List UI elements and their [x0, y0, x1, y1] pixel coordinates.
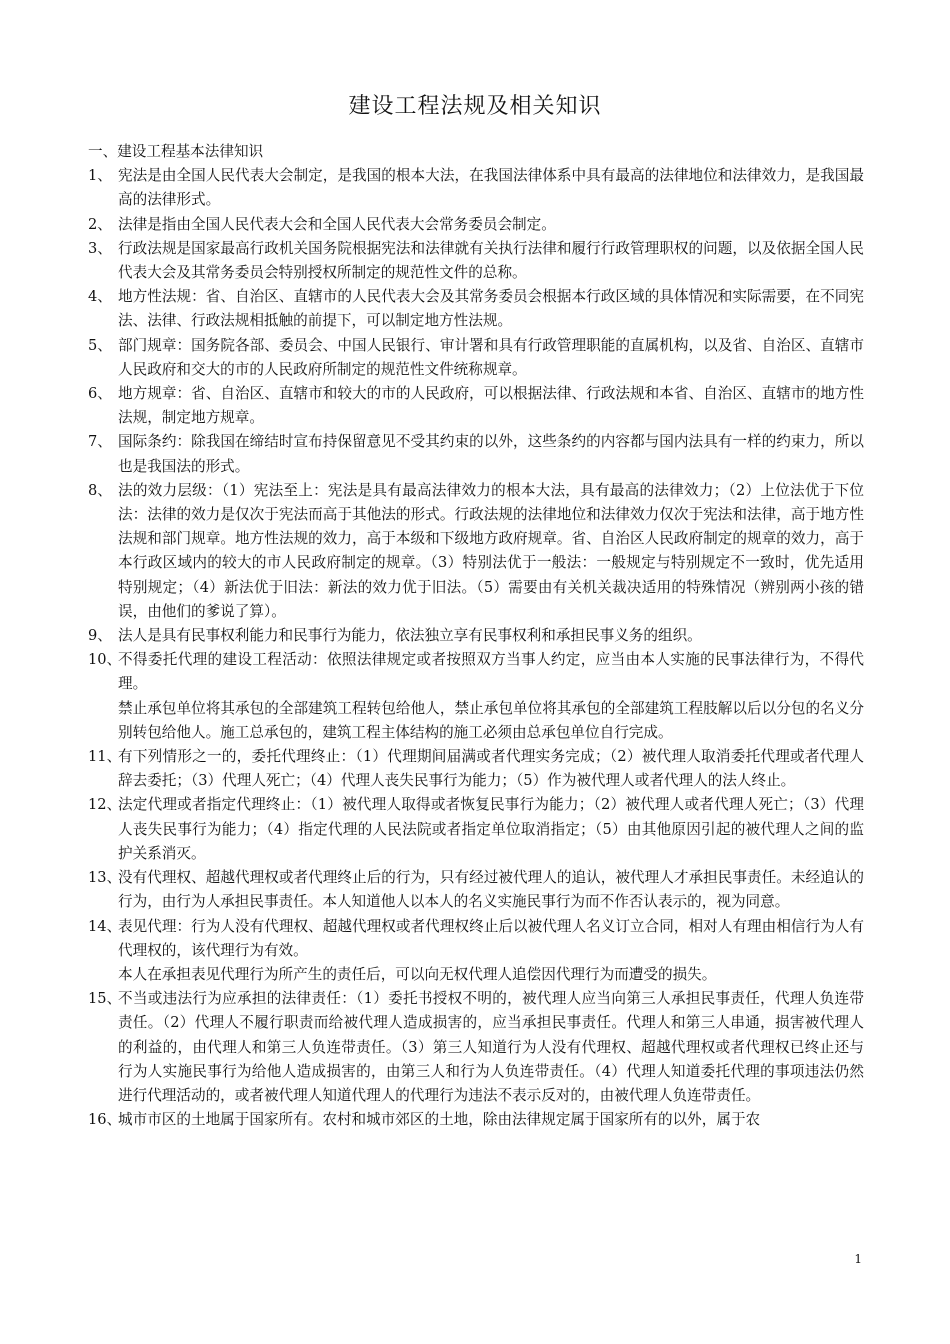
- item-text: 没有代理权、超越代理权或者代理终止后的行为，只有经过被代理人的追认，被代理人才承担民事责任。未经追认的行为，由行为人承担民事责任。本人知道他人以本人的名义实施民事行为而不作否认表示的，视为同意。: [118, 869, 864, 911]
- item-text: 地方规章：省、自治区、直辖市和较大的市的人民政府，可以根据法律、行政法规和本省、自治区、直辖市的地方性法规，制定地方规章。: [118, 385, 864, 427]
- page-number: 1: [854, 1252, 862, 1266]
- list-item: [88, 479, 864, 624]
- item-number: 9、: [88, 627, 112, 645]
- item-number: 5、: [88, 336, 112, 354]
- item-number: 14、: [88, 917, 122, 935]
- list-item: [88, 430, 864, 478]
- list-item: [88, 237, 864, 285]
- item-number: 11、: [88, 748, 122, 766]
- item-text: 法律是指由全国人民代表大会和全国人民代表大会常务委员会制定。: [118, 215, 556, 233]
- numbered-list: [88, 164, 864, 1132]
- list-item: [88, 793, 864, 866]
- item-text: 不得委托代理的建设工程活动：依照法律规定或者按照双方当事人约定，应当由本人实施的民事法律行为，不得代理。: [118, 651, 864, 693]
- list-item: [88, 285, 864, 333]
- list-item: [88, 334, 864, 382]
- item-number: 15、: [88, 990, 122, 1008]
- list-item: [88, 624, 864, 648]
- item-text: 法人是具有民事权利能力和民事行为能力，依法独立享有民事权利和承担民事义务的组织。: [118, 627, 702, 645]
- list-item: [88, 164, 864, 212]
- item-number: 6、: [88, 385, 112, 403]
- section-heading: 一、建设工程基本法律知识: [88, 143, 264, 160]
- item-number: 4、: [88, 288, 112, 306]
- item-number: 2、: [88, 215, 112, 233]
- item-text: 宪法是由全国人民代表大会制定，是我国的根本大法，在我国法律体系中具有最高的法律地位和法律效力，是我国最高的法律形式。: [118, 167, 864, 209]
- item-text: 表见代理：行为人没有代理权、超越代理权或者代理权终止后以被代理人名义订立合同，相对人有理由相信行为人有代理权的，该代理行为有效。: [118, 917, 864, 959]
- item-subparagraph: 禁止承包单位将其承包的全部建筑工程转包给他人，禁止承包单位将其承包的全部建筑工程肢解以后以分包的名义分别转包给他人。施工总承包的，建筑工程主体结构的施工必须由总承包单位自行完成。: [118, 699, 864, 741]
- item-text: 国际条约：除我国在缔结时宣布持保留意见不受其约束的以外，这些条约的内容都与国内法具有一样的约束力，所以也是我国法的形式。: [118, 433, 864, 475]
- item-subparagraph: 本人在承担表见代理行为所产生的责任后，可以向无权代理人追偿因代理行为而遭受的损失。: [118, 965, 717, 983]
- item-text: 法定代理或者指定代理终止：（1）被代理人取得或者恢复民事行为能力；（2）被代理人或者代理人死亡；（3）代理人丧失民事行为能力；（4）指定代理的人民法院或者指定单位取消指定；（5）由其他原因引起的被代理人之间的监护关系消灭。: [118, 796, 864, 862]
- list-item: [88, 648, 864, 696]
- item-number: 3、: [88, 239, 112, 257]
- document-title: 建设工程法规及相关知识: [348, 94, 602, 119]
- item-number: 8、: [88, 481, 112, 499]
- item-text: 有下列情形之一的，委托代理终止：（1）代理期间届满或者代理实务完成；（2）被代理人取消委托代理或者代理人辞去委托；（3）代理人死亡；（4）代理人丧失民事行为能力；（5）作为被代理人或者代理人的法人终止。: [118, 748, 864, 790]
- list-item: [88, 1108, 864, 1132]
- item-text: 法的效力层级：（1）宪法至上：宪法是具有最高法律效力的根本大法，具有最高的法律效力；（2）上位法优于下位法：法律的效力是仅次于宪法而高于其他法的形式。行政法规的法律地位和法律效力仅次于宪法和法律，高于地方性法规和部门规章。地方性法规的效力，高于本级和下级地方政府规章。省、自治区人民政府制定的规章的效力，高于本行政区域内的较大的市人民政府制定的规章。（3）特别法优于一般法：一般规定与特别规定不一致时，优先适用特别规定；（4）新法优于旧法：新法的效力优于旧法。（5）需要由有关机关裁决适用的特殊情况（辨别两小孩的错误，由他们的爹说了算）。: [118, 481, 864, 620]
- item-number: 7、: [88, 433, 112, 451]
- list-item: [88, 382, 864, 430]
- item-number: 1、: [88, 167, 112, 185]
- document-body: [88, 140, 864, 1132]
- item-text: 地方性法规：省、自治区、直辖市的人民代表大会及其常务委员会根据本行政区域的具体情况和实际需要，在不同宪法、法律、行政法规相抵触的前提下，可以制定地方性法规。: [118, 288, 864, 330]
- item-text: 不当或违法行为应承担的法律责任：（1）委托书授权不明的，被代理人应当向第三人承担民事责任，代理人负连带责任。（2）代理人不履行职责而给被代理人造成损害的，应当承担民事责任。代理人和第三人串通，损害被代理人的利益的，由代理人和第三人负连带责任。（3）第三人知道行为人没有代理权、超越代理权或者代理权已终止还与行为人实施民事行为给他人造成损害的，由第三人和行为人负连带责任。（4）代理人知道委托代理的事项违法仍然进行代理活动的，或者被代理人知道代理人的代理行为违法不表示反对的，由被代理人负连带责任。: [118, 990, 864, 1104]
- list-item: [88, 866, 864, 914]
- item-number: 10、: [88, 651, 122, 669]
- list-item: [88, 987, 864, 1108]
- item-number: 16、: [88, 1111, 122, 1129]
- item-number: 13、: [88, 869, 122, 887]
- item-text: 部门规章：国务院各部、委员会、中国人民银行、审计署和具有行政管理职能的直属机构，以及省、自治区、直辖市人民政府和交大的市的人民政府所制定的规范性文件统称规章。: [118, 336, 864, 378]
- list-item: [88, 915, 864, 963]
- item-text: 行政法规是国家最高行政机关国务院根据宪法和法律就有关执行法律和履行行政管理职权的问题，以及依据全国人民代表大会及其常务委员会特别授权所制定的规范性文件的总称。: [118, 239, 864, 282]
- list-item: [88, 745, 864, 793]
- list-item: [88, 213, 864, 237]
- item-number: 12、: [88, 796, 122, 814]
- item-text: 城市市区的土地属于国家所有。农村和城市郊区的土地，除由法律规定属于国家所有的以外，属于农: [118, 1111, 761, 1129]
